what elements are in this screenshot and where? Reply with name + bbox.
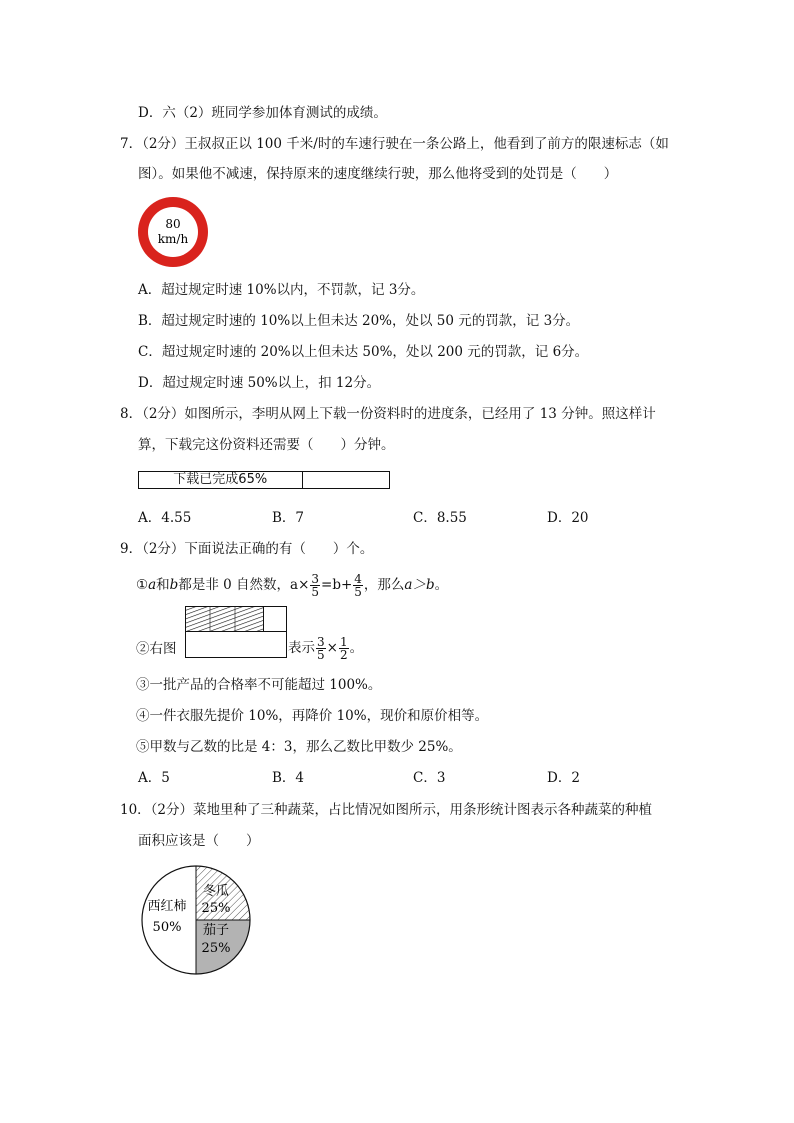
s2-times: × — [326, 640, 338, 656]
s2-fraction-2: $\frac{1}{2}$ — [339, 635, 348, 662]
progress-completed-segment: 下载已完成65% — [139, 472, 303, 488]
pie-label-tomato-percent: 50% — [152, 920, 182, 935]
q7-option-a: A．超过规定时速 10%以内，不罚款，记 3分。 — [138, 282, 425, 298]
download-progress-bar — [138, 471, 390, 489]
s2-fraction-1: $\frac{3}{5}$ — [317, 635, 325, 662]
pie-label-wintermelon-percent: 25% — [201, 901, 231, 916]
q8-option-c: C．8.55 — [413, 510, 467, 526]
s1-eq: =b+ — [321, 577, 353, 593]
pie-label-eggplant-name: 茄子 — [202, 923, 230, 938]
q8-option-b: B．7 — [272, 510, 305, 526]
s1-fraction-2: $\frac{4}{5}$ — [354, 572, 362, 599]
q9-option-a: A．5 — [138, 770, 170, 786]
q9-statement-1 — [136, 572, 448, 598]
q9-statement-3: ③一批产品的合格率不可能超过 100%。 — [136, 677, 382, 693]
q9-statement-4: ④一件衣服先提价 10%，再降价 10%，现价和原价相等。 — [136, 708, 489, 724]
q7-stem-line2: 图）。如果他不减速，保持原来的速度继续行驶，那么他将受到的处罚是（ ） — [138, 166, 618, 182]
s1-end: 。 — [434, 577, 449, 593]
q9-option-d: D．2 — [547, 770, 580, 786]
q8-stem-line2: 算，下载完这份资料还需要（ ）分钟。 — [138, 437, 395, 453]
s1-conclusion: a＞b — [404, 577, 435, 593]
s1-a: a — [148, 577, 157, 593]
q6-option-d: D．六（2）班同学参加体育测试的成绩。 — [138, 105, 387, 121]
s1-t3: ，那么 — [363, 577, 405, 593]
q7-option-b: B．超过规定时速的 10%以上但未达 20%，处以 50 元的罚款，记 3分。 — [138, 313, 580, 329]
q7-option-c: C．超过规定时速的 20%以上但未达 50%，处以 200 元的罚款，记 6分。 — [138, 344, 589, 360]
s1-times: × — [298, 577, 310, 593]
speed-limit-sign — [136, 195, 210, 269]
q9-stem: 9．（2分）下面说法正确的有（ ）个。 — [120, 541, 374, 557]
q9-statement-2-lead: ②右图 — [136, 641, 177, 657]
q9-statement-5: ⑤甲数与乙数的比是 4：3，那么乙数比甲数少 25%。 — [136, 739, 462, 755]
q8-option-a: A．4.55 — [138, 510, 192, 526]
q9-statement-2-tail — [288, 634, 363, 662]
s1-t1: 和 — [156, 577, 170, 593]
s1-a2: a — [290, 577, 299, 593]
pie-label-tomato-name: 西红柿 — [147, 899, 187, 914]
s2-t1: 表示 — [288, 640, 315, 656]
s1-lead: ① — [136, 577, 149, 593]
q9-option-b: B．4 — [272, 770, 305, 786]
s2-end: 。 — [349, 640, 364, 656]
q9-option-c: C．3 — [413, 770, 446, 786]
pie-label-eggplant-percent: 25% — [201, 941, 231, 956]
s1-b: b — [169, 577, 179, 593]
pie-label-wintermelon-name: 冬瓜 — [202, 884, 230, 899]
s1-t2: 都是非 0 自然数， — [178, 577, 290, 593]
sign-unit: km/h — [157, 232, 189, 246]
q8-option-d: D．20 — [547, 510, 589, 526]
q10-stem-line2: 面积应该是（ ） — [138, 833, 260, 849]
sign-speed: 80 — [165, 217, 181, 231]
fraction-area-diagram — [185, 606, 287, 658]
s1-fraction-1: $\frac{3}{5}$ — [311, 572, 320, 599]
q7-stem-line1: 7．（2分）王叔叔正以 100 千米/时的车速行驶在一条公路上，他看到了前方的限速标志（如 — [120, 136, 669, 152]
q8-stem-line1: 8．（2分）如图所示，李明从网上下载一份资料时的进度条，已经用了 13 分钟。照这样计 — [120, 406, 656, 422]
diagram-shaded-region — [186, 607, 264, 632]
q10-stem-line1: 10．（2分）菜地里种了三种蔬菜，占比情况如图所示，用条形统计图表示各种蔬菜的种植 — [120, 802, 653, 818]
vegetable-pie-chart — [136, 860, 256, 980]
q7-option-d: D．超过规定时速 50%以上，扣 12分。 — [138, 375, 381, 391]
